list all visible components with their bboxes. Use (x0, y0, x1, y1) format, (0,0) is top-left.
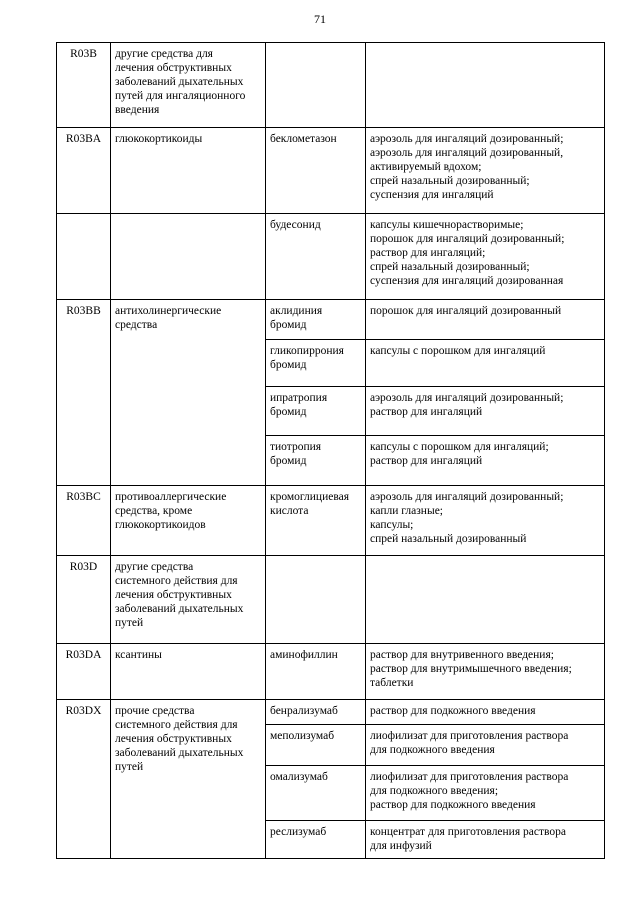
drug-name-cell (266, 766, 366, 821)
text-line: лиофилизат для приготовления раствора (370, 771, 569, 783)
text-line: глюкокортикоиды (115, 133, 203, 145)
dosage-form-cell (366, 725, 605, 766)
text-line: капсулы с порошком для ингаляций; (370, 441, 549, 453)
atc-code-cell: R03BB (57, 300, 111, 486)
text-line: кислота (270, 505, 309, 517)
dosage-form-cell (366, 300, 605, 340)
atc-code-cell: R03D (57, 556, 111, 644)
text-line: лиофилизат для приготовления раствора (370, 730, 569, 742)
text-line: заболеваний дыхательных (115, 76, 244, 88)
text-line: раствор для подкожного введения (370, 705, 536, 717)
atc-code-cell (57, 214, 111, 300)
page-number: 71 (314, 12, 326, 26)
atc-code-cell: R03BA (57, 128, 111, 214)
drug-name-cell (266, 486, 366, 556)
drug-name-cell (266, 214, 366, 300)
text-line: противоаллергические (115, 491, 227, 503)
dosage-form-cell (366, 340, 605, 387)
text-line: капсулы кишечнорастворимые; (370, 219, 524, 231)
text-line: капли глазные; (370, 505, 443, 517)
text-line: введения (115, 104, 160, 116)
text-line: капсулы; (370, 519, 414, 531)
text-line: спрей назальный дозированный; (370, 261, 530, 273)
text-line: бромид (270, 359, 307, 371)
text-line: беклометазон (270, 133, 337, 145)
atc-code-cell: R03B (57, 43, 111, 128)
text-line: раствор для внутримышечного введения; (370, 663, 572, 675)
text-line: раствор для внутривенного введения; (370, 649, 554, 661)
text-line: меполизумаб (270, 730, 335, 742)
table-row (57, 700, 605, 725)
table-row (57, 214, 605, 300)
group-name-cell (111, 214, 266, 300)
text-line: для подкожного введения; (370, 785, 499, 797)
text-line: спрей назальный дозированный (370, 533, 527, 545)
text-line: средства, кроме (115, 505, 193, 517)
group-name-cell (111, 644, 266, 700)
text-line: аэрозоль для ингаляций дозированный; (370, 133, 564, 145)
drug-name-cell (266, 128, 366, 214)
text-line: лечения обструктивных (115, 62, 232, 74)
dosage-form-cell (366, 766, 605, 821)
table-row (57, 128, 605, 214)
dosage-form-cell (366, 128, 605, 214)
text-line: раствор для ингаляций; (370, 247, 486, 259)
text-line: аминофиллин (270, 649, 338, 661)
text-line: порошок для ингаляций дозированный; (370, 233, 565, 245)
text-line: заболеваний дыхательных (115, 747, 244, 759)
table-row (57, 644, 605, 700)
text-line: омализумаб (270, 771, 328, 783)
text-line: системного действия для (115, 575, 238, 587)
drug-name-cell (266, 700, 366, 725)
atc-code-cell: R03DX (57, 700, 111, 859)
text-line: аклидиния (270, 305, 323, 317)
text-line: спрей назальный дозированный; (370, 175, 530, 187)
text-line: кромоглициевая (270, 491, 350, 503)
table-row (57, 556, 605, 644)
text-line: путей (115, 761, 144, 773)
group-name-cell (111, 300, 266, 486)
text-line: порошок для ингаляций дозированный (370, 305, 562, 317)
text-line: прочие средства (115, 705, 195, 717)
dosage-form-cell (366, 436, 605, 486)
drug-name-cell (266, 821, 366, 859)
text-line: бромид (270, 455, 307, 467)
dosage-form-cell (366, 387, 605, 436)
text-line: заболеваний дыхательных (115, 603, 244, 615)
dosage-form-cell (366, 214, 605, 300)
text-line: другие средства (115, 561, 194, 573)
text-line: бромид (270, 319, 307, 331)
dosage-form-cell (366, 556, 605, 644)
text-line: раствор для подкожного введения (370, 799, 536, 811)
text-line: ксантины (115, 649, 162, 661)
text-line: бенрализумаб (270, 705, 338, 717)
text-line: для инфузий (370, 840, 432, 852)
text-line: капсулы с порошком для ингаляций (370, 345, 546, 357)
text-line: раствор для ингаляций (370, 406, 483, 418)
group-name-cell (111, 43, 266, 128)
dosage-form-cell (366, 821, 605, 859)
dosage-form-cell (366, 43, 605, 128)
text-line: лечения обструктивных (115, 733, 232, 745)
text-line: системного действия для (115, 719, 238, 731)
text-line: глюкокортикоидов (115, 519, 206, 531)
table-row (57, 300, 605, 340)
text-line: для подкожного введения (370, 744, 495, 756)
text-line: антихолинергические (115, 305, 222, 317)
drug-classification-table (56, 42, 605, 859)
text-line: путей для ингаляционного (115, 90, 246, 102)
text-line: гликопиррония (270, 345, 344, 357)
text-line: суспензия для ингаляций (370, 189, 494, 201)
text-line: бромид (270, 406, 307, 418)
text-line: концентрат для приготовления раствора (370, 826, 566, 838)
text-line: раствор для ингаляций (370, 455, 483, 467)
drug-name-cell (266, 300, 366, 340)
text-line: путей (115, 617, 144, 629)
text-line: таблетки (370, 677, 414, 689)
drug-name-cell (266, 43, 366, 128)
text-line: реслизумаб (270, 826, 327, 838)
text-line: аэрозоль для ингаляций дозированный; (370, 491, 564, 503)
drug-name-cell (266, 387, 366, 436)
text-line: будесонид (270, 219, 321, 231)
table-row (57, 486, 605, 556)
drug-name-cell (266, 436, 366, 486)
text-line: лечения обструктивных (115, 589, 232, 601)
text-line: аэрозоль для ингаляций дозированный; (370, 392, 564, 404)
atc-code-cell: R03DA (57, 644, 111, 700)
dosage-form-cell (366, 700, 605, 725)
group-name-cell (111, 700, 266, 859)
text-line: другие средства для (115, 48, 213, 60)
atc-code-cell: R03BC (57, 486, 111, 556)
text-line: аэрозоль для ингаляций дозированный, (370, 147, 564, 159)
drug-name-cell (266, 556, 366, 644)
group-name-cell (111, 486, 266, 556)
table-row (57, 43, 605, 128)
group-name-cell (111, 556, 266, 644)
drug-name-cell (266, 725, 366, 766)
text-line: средства (115, 319, 158, 331)
text-line: активируемый вдохом; (370, 161, 482, 173)
text-line: тиотропия (270, 441, 322, 453)
text-line: суспензия для ингаляций дозированная (370, 275, 564, 287)
text-line: ипратропия (270, 392, 328, 404)
drug-name-cell (266, 340, 366, 387)
group-name-cell (111, 128, 266, 214)
drug-name-cell (266, 644, 366, 700)
dosage-form-cell (366, 644, 605, 700)
dosage-form-cell (366, 486, 605, 556)
